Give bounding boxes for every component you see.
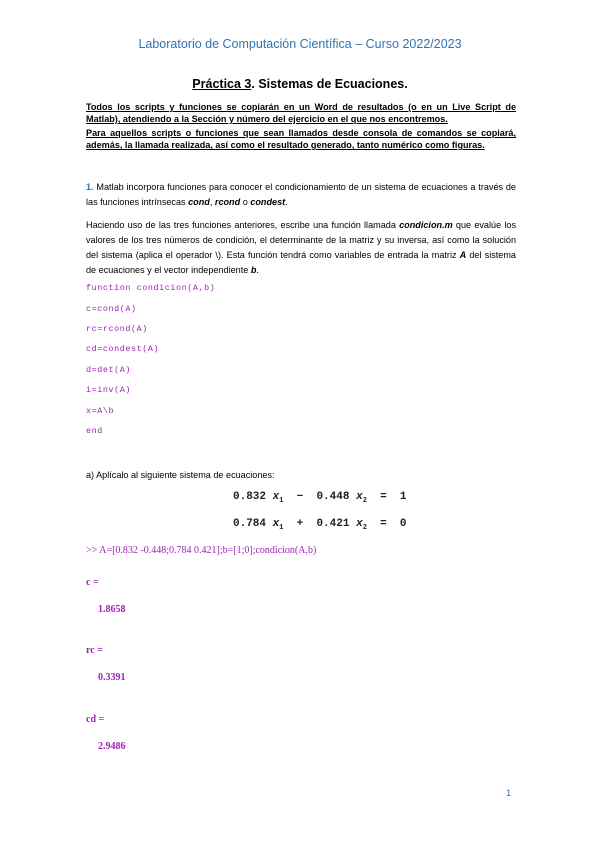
subscript: 1 bbox=[279, 497, 284, 506]
period: . bbox=[256, 265, 259, 275]
practice-title-number: Práctica 3 bbox=[192, 77, 252, 91]
code-line: end bbox=[86, 426, 103, 436]
var-x: x bbox=[272, 491, 280, 503]
equation-2 bbox=[233, 518, 407, 532]
coef: 0.448 bbox=[316, 491, 350, 503]
func-cond: cond bbox=[188, 197, 210, 207]
result-value: 0.3391 bbox=[98, 672, 126, 683]
operator: + bbox=[296, 518, 304, 530]
rhs: 0 bbox=[399, 518, 407, 530]
code-line: cd=condest(A) bbox=[86, 344, 160, 354]
func-condest: condest bbox=[250, 197, 286, 207]
code-line: function condicion(A,b) bbox=[86, 283, 216, 293]
rhs: 1 bbox=[399, 491, 407, 503]
coef: 0.832 bbox=[233, 491, 267, 503]
subscript: 2 bbox=[362, 524, 367, 533]
result-name: cd = bbox=[86, 714, 105, 725]
sep: , bbox=[209, 197, 215, 207]
function-filename: condicion.m bbox=[399, 220, 453, 230]
result-name: rc = bbox=[86, 645, 103, 656]
code-line: rc=rcond(A) bbox=[86, 324, 148, 334]
code-line: x=A\b bbox=[86, 406, 115, 416]
coef: 0.784 bbox=[233, 518, 267, 530]
equation-1 bbox=[233, 491, 407, 505]
var-x: x bbox=[356, 491, 363, 503]
part-a-label: a) Aplícalo al siguiente sistema de ecuaciones: bbox=[86, 470, 275, 480]
subscript: 1 bbox=[279, 524, 284, 533]
course-header: Laboratorio de Computación Científica – Curso 2022/2023 bbox=[138, 37, 462, 51]
period: . bbox=[285, 197, 288, 207]
intro-text: Matlab incorpora funciones para conocer el condicionamiento de un sistema de ecuaciones a través de las funciones intrínsecas bbox=[86, 182, 516, 207]
task-text: Haciendo uso de las tres funciones anteriores, escribe una función llamada bbox=[86, 220, 400, 230]
task-text: del sistema de ecuaciones y el vector independiente bbox=[86, 250, 516, 275]
var-x: x bbox=[272, 518, 280, 530]
sep: o bbox=[240, 197, 251, 207]
exercise-number: 1. bbox=[86, 182, 94, 192]
instruction-1: Todos los scripts y funciones se copiarán en un Word de resultados (o en un Live Script de Matlab), atendiendo a la Sección y número del ejercicio en el que nos encontremos. bbox=[86, 102, 516, 124]
subscript: 2 bbox=[362, 497, 367, 506]
task-text: que evalúe los valores de los tres números de condición, el determinante de la matriz y su inversa, así como la solución del sistema (aplica el operador \). Esta función tendrá como variables de entrada la matriz bbox=[86, 220, 516, 260]
code-line: c=cond(A) bbox=[86, 304, 137, 314]
operator: − bbox=[296, 491, 304, 503]
var-x: x bbox=[356, 518, 363, 530]
practice-title-rest: . Sistemas de Ecuaciones. bbox=[251, 77, 408, 91]
result-value: 1.8658 bbox=[98, 604, 126, 615]
exercise-1-intro bbox=[86, 180, 516, 210]
code-line: i=inv(A) bbox=[86, 385, 132, 395]
equals: = bbox=[380, 518, 387, 530]
instruction-2: Para aquellos scripts o funciones que sean llamados desde consola de comandos se copiará, además, la llamada realizada, así como el resultado generado, tanto numérico como figuras. bbox=[86, 128, 516, 150]
equals: = bbox=[380, 491, 387, 503]
var-A: A bbox=[459, 250, 467, 260]
result-name: c = bbox=[86, 577, 99, 588]
exercise-1-task bbox=[86, 218, 516, 278]
var-b: b bbox=[250, 265, 257, 275]
matlab-command: >> A=[0.832 -0.448;0.784 0.421];b=[1;0];condicion(A,b) bbox=[86, 545, 317, 556]
code-line: d=det(A) bbox=[86, 365, 132, 375]
func-rcond: rcond bbox=[214, 197, 241, 207]
coef: 0.421 bbox=[316, 518, 350, 530]
practice-title bbox=[0, 77, 600, 91]
page-number: 1 bbox=[506, 788, 512, 799]
result-value: 2.9486 bbox=[98, 741, 126, 752]
